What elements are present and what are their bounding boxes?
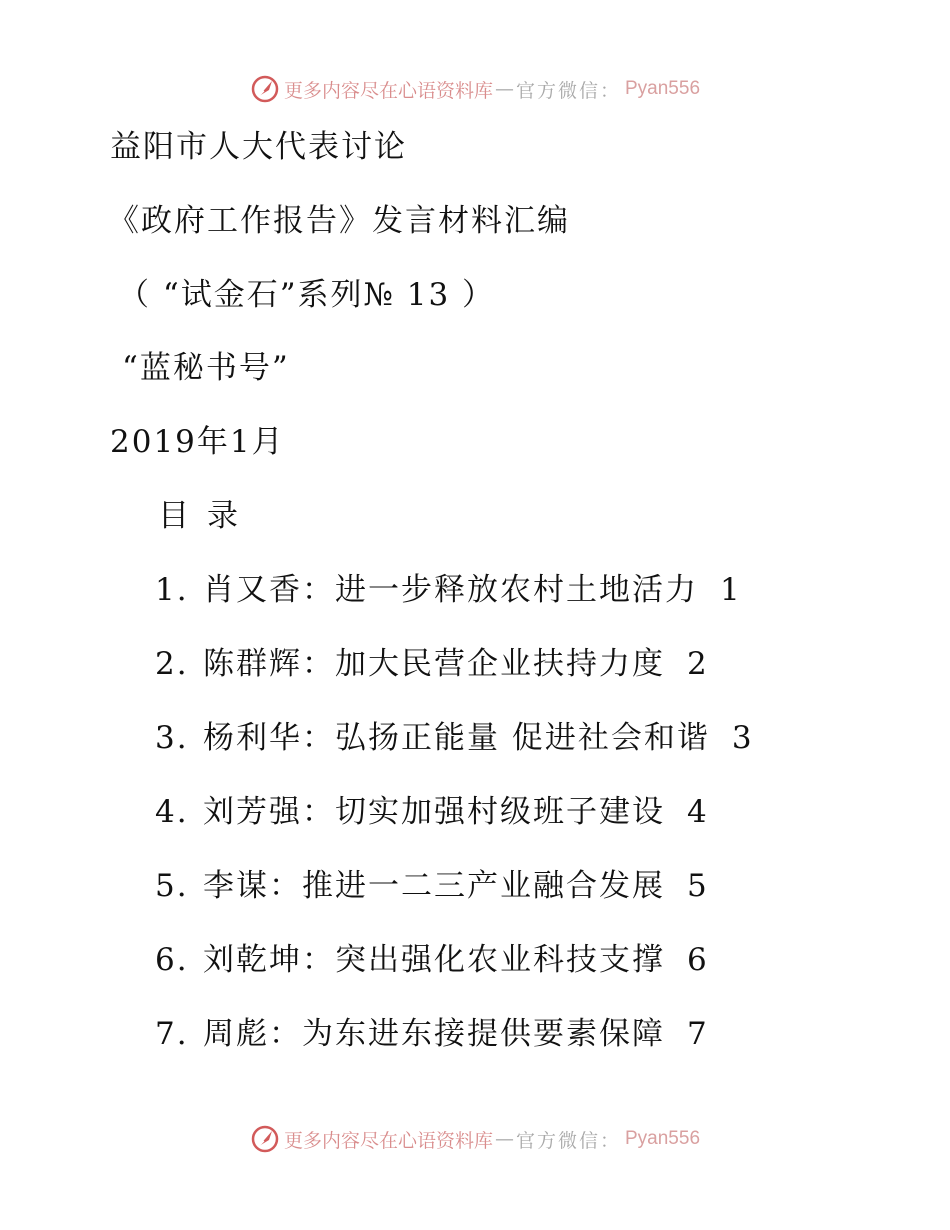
toc-item-title: 杨利华：弘扬正能量 促进社会和谐 xyxy=(203,720,710,756)
toc-item-number: 6. xyxy=(155,942,189,978)
toc-item[interactable] xyxy=(155,718,754,758)
toc-item[interactable] xyxy=(155,644,709,684)
toc-item[interactable] xyxy=(155,940,709,980)
toc-item[interactable] xyxy=(155,792,709,832)
toc-item[interactable] xyxy=(155,570,742,610)
title-line-2: 《政府工作报告》发言材料汇编 xyxy=(108,203,570,239)
watermark-id: Pyan556 xyxy=(625,78,701,99)
toc-item-title: 刘乾坤：突出强化农业科技支撑 xyxy=(203,942,665,978)
toc-item-number: 3. xyxy=(155,720,189,756)
watermark-bottom xyxy=(0,1124,950,1154)
toc-item-title: 肖又香：进一步释放农村土地活力 xyxy=(203,572,698,608)
watermark-sub-text: 官方微信： xyxy=(515,79,621,102)
quill-pen-logo-icon xyxy=(250,74,280,104)
title-line-3: （ “试金石”系列№ 13 ） xyxy=(118,277,496,313)
toc-item[interactable] xyxy=(155,866,709,906)
toc-item-page: 4 xyxy=(687,794,709,830)
quill-pen-logo-icon xyxy=(250,1124,280,1154)
watermark-id: Pyan556 xyxy=(625,1128,701,1149)
title-line-1: 益阳市人大代表讨论 xyxy=(110,129,407,165)
toc-item[interactable] xyxy=(155,1014,709,1054)
watermark-main-text: 更多内容尽在心语资料库 xyxy=(283,1129,493,1152)
watermark-sub-text: 官方微信： xyxy=(515,1129,621,1152)
toc-item-number: 2. xyxy=(155,646,189,682)
toc-item-number: 7. xyxy=(155,1016,189,1052)
toc-item-page: 3 xyxy=(731,720,754,756)
toc-item-page: 6 xyxy=(687,942,709,978)
watermark-main-text: 更多内容尽在心语资料库 xyxy=(283,79,493,102)
toc-item-page: 7 xyxy=(687,1016,709,1052)
toc-item-title: 周彪：为东进东接提供要素保障 xyxy=(203,1016,665,1052)
toc-item-number: 4. xyxy=(155,794,189,830)
toc-item-page: 5 xyxy=(687,868,709,904)
watermark-dash: — xyxy=(494,1128,514,1150)
toc-item-number: 5. xyxy=(155,868,189,904)
toc-item-page: 1 xyxy=(720,572,742,608)
title-line-4: “蓝秘书号” xyxy=(122,350,290,386)
watermark-top xyxy=(0,74,950,104)
toc-item-title: 李谋：推进一二三产业融合发展 xyxy=(203,868,665,904)
toc-item-page: 2 xyxy=(687,646,709,682)
toc-item-title: 刘芳强：切实加强村级班子建设 xyxy=(203,794,665,830)
toc-heading: 目录 xyxy=(158,498,256,534)
watermark-dash: — xyxy=(494,78,514,100)
toc-item-number: 1. xyxy=(155,572,189,608)
toc-item-title: 陈群辉：加大民营企业扶持力度 xyxy=(203,646,665,682)
document-date: 2019年1月 xyxy=(110,424,285,460)
